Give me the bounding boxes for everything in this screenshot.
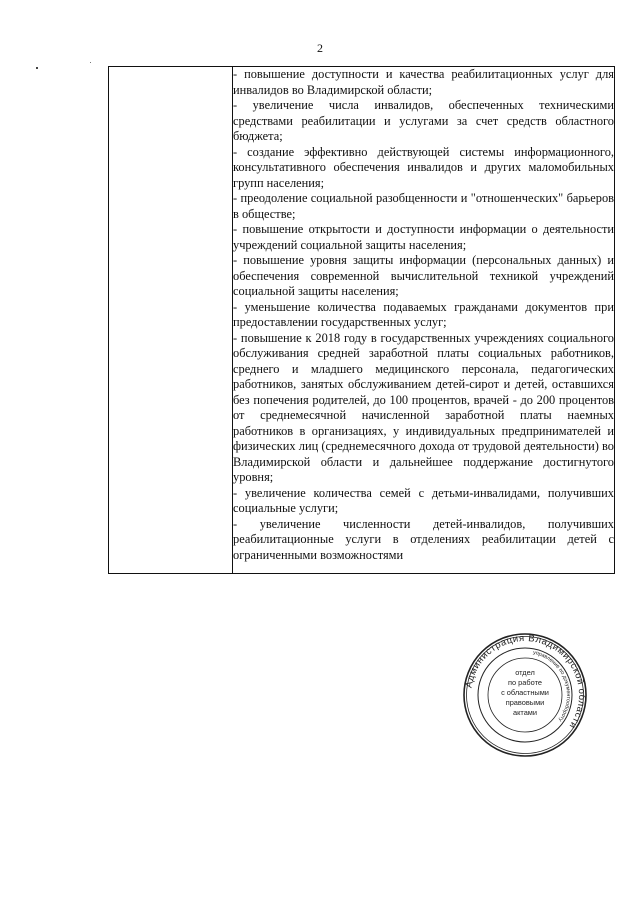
list-item: - увеличение количества семей с детьми-инвалидами, получивших социальные услуги; <box>233 485 614 515</box>
stamp-center-line: правовыми <box>505 698 545 707</box>
table-row <box>109 67 615 574</box>
list-item: - повышение к 2018 году в государственных учреждениях социального обслуживания средней заработной платы социальных работников, среднего и младшего медицинского персонала, педагогических работников, занятых обслуживанием детей-сирот и детей, оставшихся без попечения родителей, до 100 процентов, врачей - до 200 процентов от среднемесячной начисленной заработной платы наемных работников в организациях, у индивидуальных предпринимателей и физических лиц (среднемесячного дохода от трудовой деятельности) во Владимирской области и дальнейшее поддержание достигнутого уровня; <box>233 330 614 484</box>
goals-list <box>233 67 614 563</box>
list-item: - повышение открытости и доступности информации о деятельности учреждений социальной защиты населения; <box>233 222 614 252</box>
left-cell <box>109 67 233 574</box>
stamp-center-line: актами <box>512 708 538 717</box>
scan-speck <box>90 62 91 63</box>
official-stamp <box>462 632 588 758</box>
list-item: - создание эффективно действующей системы информационного, консультативного обеспечения инвалидов и других маломобильных групп населения; <box>233 144 614 190</box>
stamp-center-line: отдел <box>515 668 535 677</box>
right-cell <box>233 67 615 574</box>
list-item: - преодоление социальной разобщенности и "отношенческих" барьеров в обществе; <box>233 191 614 221</box>
stamp-seal <box>462 632 588 758</box>
content-table <box>108 66 615 574</box>
list-item: - повышение уровня защиты информации (персональных данных) и обеспечения современной вычислительной техникой учреждений социальной защиты населения; <box>233 253 614 298</box>
list-item: - увеличение численности детей-инвалидов, получивших реабилитационные услуги в отделениях реабилитации детей с ограниченными возможностями <box>233 516 614 562</box>
list-item: - повышение доступности и качества реабилитационных услуг для инвалидов во Владимирской области; <box>233 67 614 97</box>
list-item: - увеличение числа инвалидов, обеспеченных техническими средствами реабилитации и услугами за счет средств областного бюджета; <box>233 98 614 143</box>
stamp-center-line: с областными <box>501 688 549 697</box>
page-number: 2 <box>317 41 323 55</box>
stamp-inner-ring-text: управление по документообороту <box>532 649 572 723</box>
stamp-outer-text: Администрация Владимирской области <box>463 632 588 731</box>
scan-speck <box>36 67 38 69</box>
stamp-center-line: по работе <box>508 678 542 687</box>
list-item: - уменьшение количества подаваемых гражданами документов при предоставлении государственных услуг; <box>233 299 614 329</box>
